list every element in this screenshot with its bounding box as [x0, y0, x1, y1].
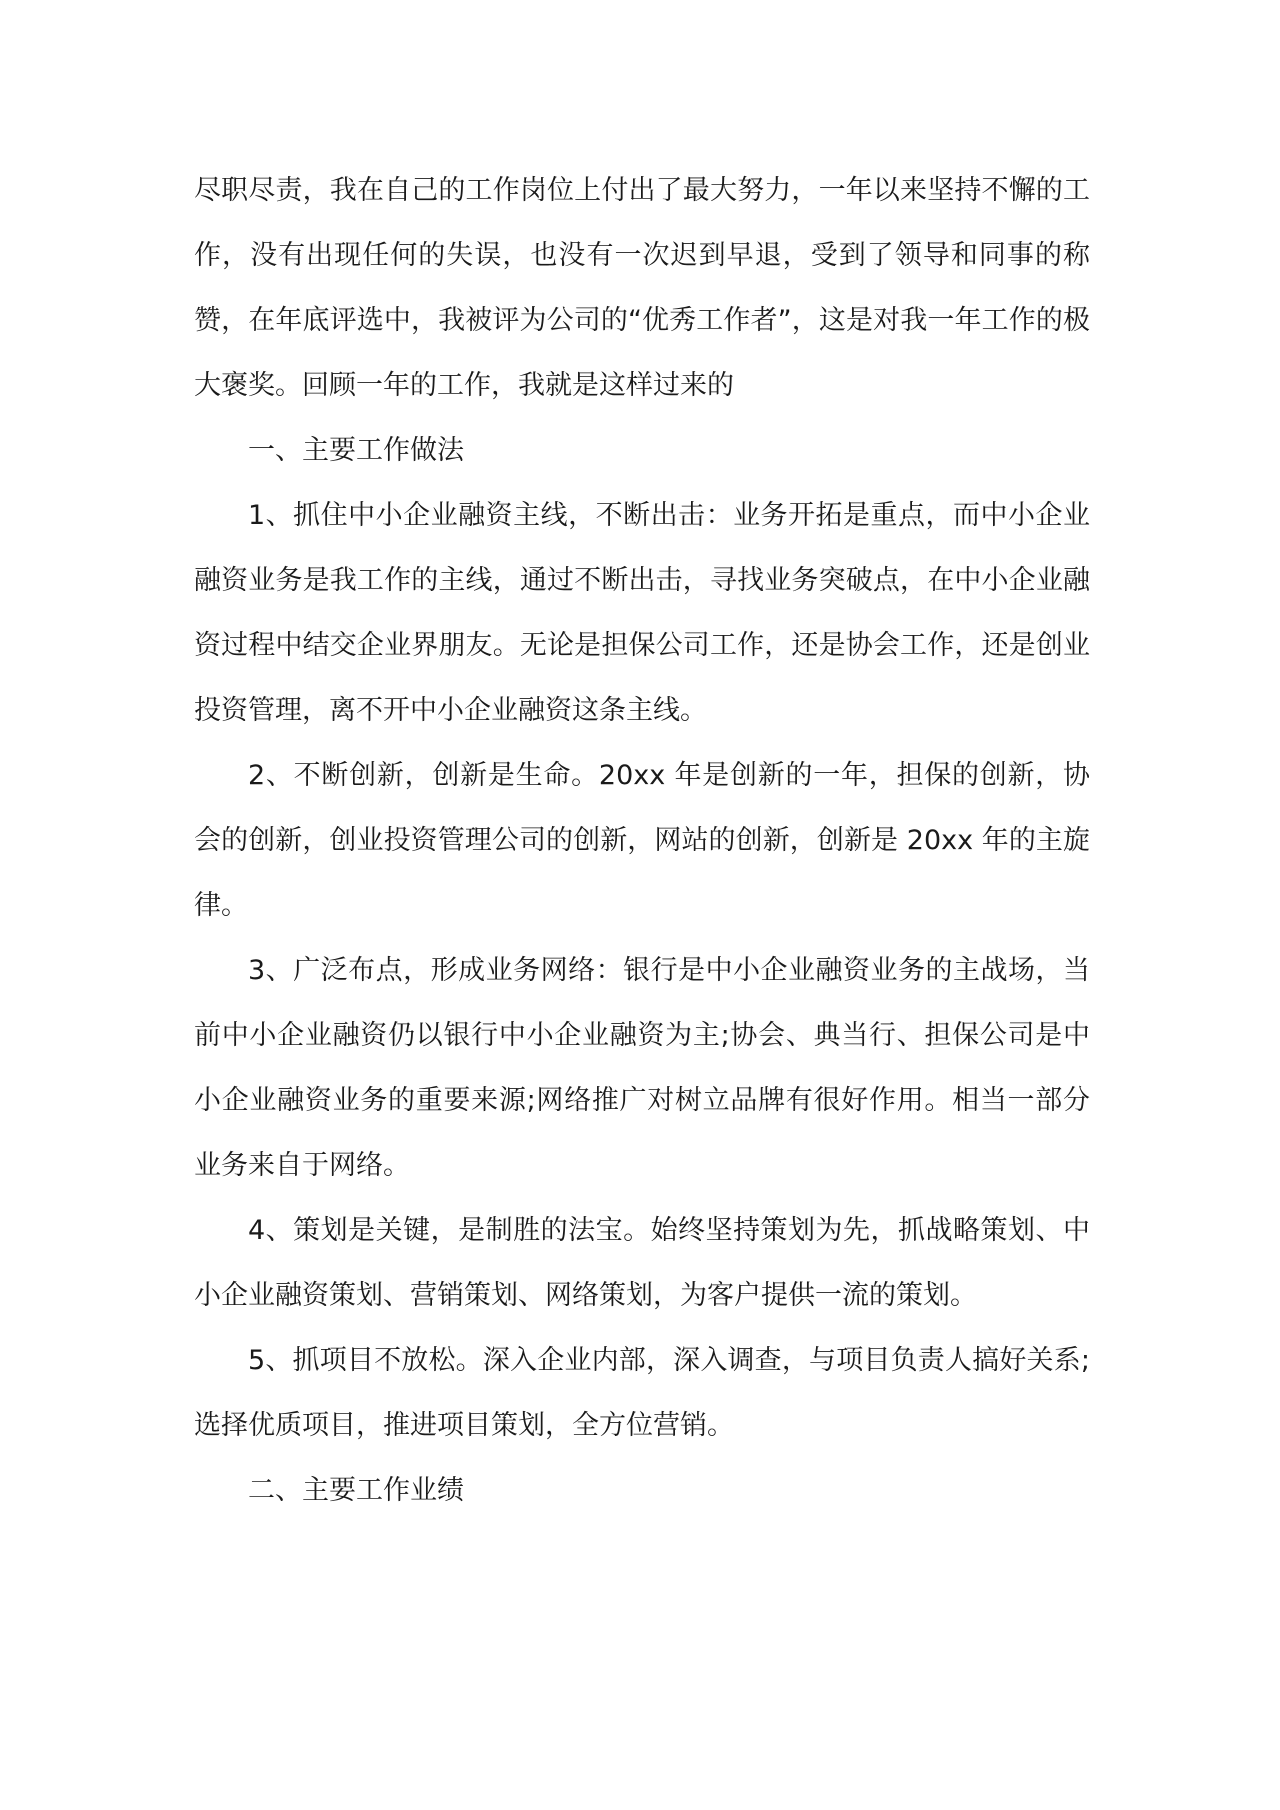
intro-paragraph: 尽职尽责，我在自己的工作岗位上付出了最大努力，一年以来坚持不懈的工作，没有出现任何的失误，也没有一次迟到早退，受到了领导和同事的称赞，在年底评选中，我被评为公司的“优秀工作者”，这是对我一年工作的极大褒奖。回顾一年的工作，我就是这样过来的 — [194, 175, 1090, 401]
document-body — [194, 158, 1090, 1523]
method-item-5: 5、抓项目不放松。深入企业内部，深入调查，与项目负责人搞好关系;选择优质项目，推进项目策划，全方位营销。 — [194, 1345, 1090, 1441]
method-item-1: 1、抓住中小企业融资主线，不断出击：业务开拓是重点，而中小企业融资业务是我工作的主线，通过不断出击，寻找业务突破点，在中小企业融资过程中结交企业界朋友。无论是担保公司工作，还是协会工作，还是创业投资管理，离不开中小企业融资这条主线。 — [194, 500, 1090, 726]
section-heading-main-methods: 一、主要工作做法 — [248, 435, 464, 466]
method-item-4: 4、策划是关键，是制胜的法宝。始终坚持策划为先，抓战略策划、中小企业融资策划、营销策划、网络策划，为客户提供一流的策划。 — [194, 1215, 1090, 1311]
method-item-2: 2、不断创新，创新是生命。20xx 年是创新的一年，担保的创新，协会的创新，创业投资管理公司的创新，网站的创新，创新是 20xx 年的主旋律。 — [194, 760, 1090, 921]
section-heading-main-achievements: 二、主要工作业绩 — [248, 1475, 464, 1506]
method-item-3: 3、广泛布点，形成业务网络：银行是中小企业融资业务的主战场，当前中小企业融资仍以银行中小企业融资为主;协会、典当行、担保公司是中小企业融资业务的重要来源;网络推广对树立品牌有很好作用。相当一部分业务来自于网络。 — [194, 955, 1090, 1181]
